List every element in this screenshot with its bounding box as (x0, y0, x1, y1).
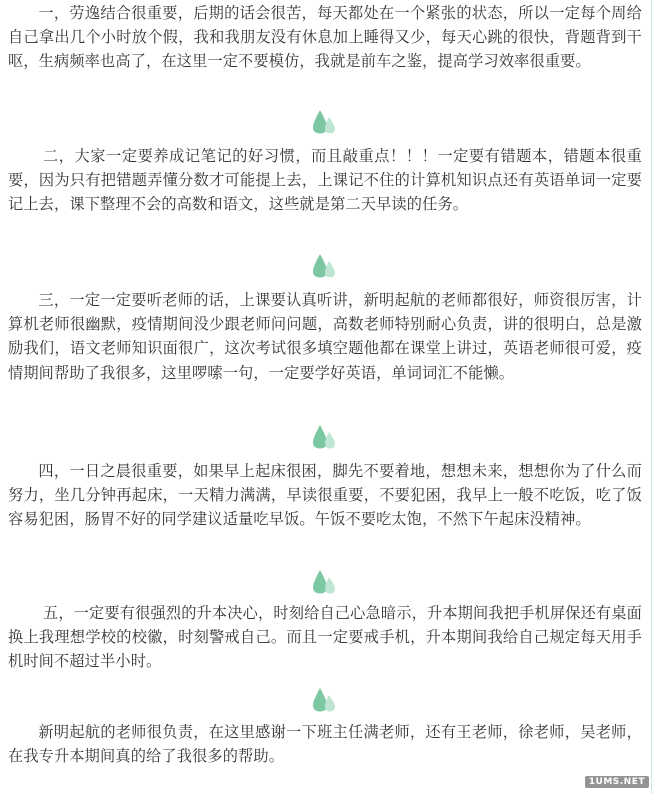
paragraph-3: 三，一定一定要听老师的话，上课要认真听讲，新明起航的老师都很好，师资很厉害，计算机老师很幽默，疫情期间没少跟老师问问题，高数老师特别耐心负责，讲的很明白，总是激励我们，语文老师知识面很广，这次考试很多填空题他都在课堂上讲过，英语老师很可爱，疫情期间帮助了我很多，这里啰嗦一句，一定要学好英语，单词词汇不能懒。 (8, 291, 642, 382)
paragraph-6: 新明起航的老师很负责，在这里感谢一下班主任满老师，还有王老师，徐老师，吴老师，在我专升本期间真的给了我很多的帮助。 (8, 723, 642, 766)
water-drops-icon (311, 252, 337, 278)
water-drops-icon (311, 108, 337, 134)
site-watermark: 1UMS.NET (585, 776, 649, 788)
paragraph-2: 二，大家一定要养成记笔记的好习惯，而且敲重点！！！一定要有错题本，错题本很重要，因为只有把错题弄懂分数才可能提上去，上课记不住的计算机知识点还有英语单词一定要记上去，课下整理不会的高数和语文，这些就是第二天早读的任务。 (8, 147, 642, 214)
paragraph-4: 四，一日之晨很重要，如果早上起床很困，脚先不要着地，想想未来，想想你为了什么而努力，坐几分钟再起床，一天精力满满，早读很重要，不要犯困，我早上一般不吃饭，吃了饭容易犯困，肠胃不好的同学建议适量吃早饭。午饭不要吃太饱，不然下午起床没精神。 (8, 462, 642, 529)
water-drops-icon (311, 423, 337, 449)
water-drops-icon (311, 568, 337, 594)
paragraph-1: 一，劳逸结合很重要，后期的话会很苦，每天都处在一个紧张的状态，所以一定每个周给自己拿出几个小时放个假，我和我朋友没有休息加上睡得又少，每天心跳的很快，背题背到干呕，生病频率也高了，在这里一定不要模仿，我就是前车之鉴，提高学习效率很重要。 (8, 4, 642, 71)
page-edge-line (651, 0, 652, 794)
paragraph-5: 五，一定要有很强烈的升本决心，时刻给自己心急暗示，升本期间我把手机屏保还有桌面换上我理想学校的校徽，时刻警戒自己。而且一定要戒手机，升本期间我给自己规定每天用手机时间不超过半小时。 (8, 604, 642, 671)
water-drops-icon (311, 686, 337, 712)
